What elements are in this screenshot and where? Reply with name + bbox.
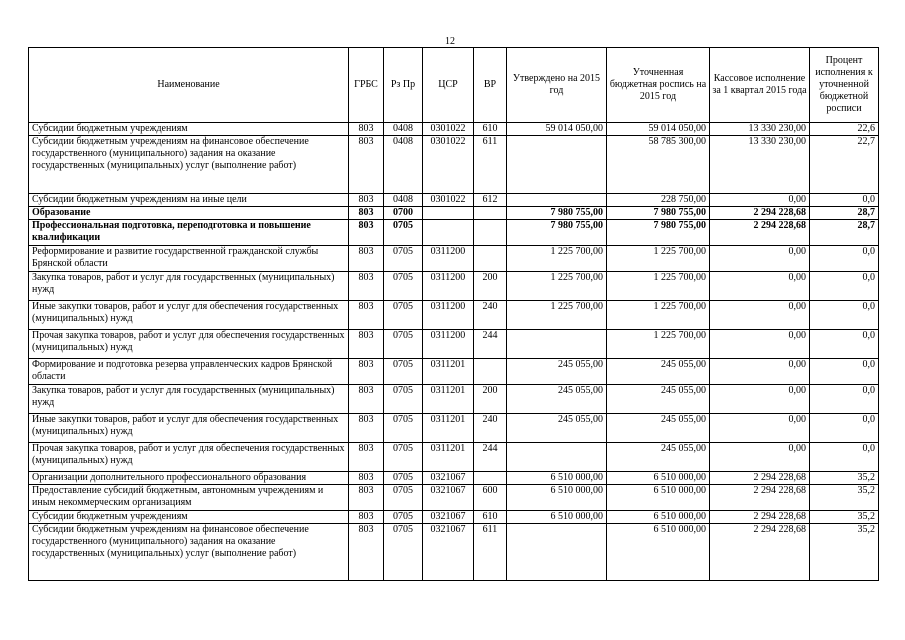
table-row (29, 194, 879, 207)
row-percent-cell: 35,2 (810, 472, 879, 485)
row-approved-cell: 245 055,00 (507, 385, 607, 414)
row-cash-cell: 2 294 228,68 (710, 524, 810, 581)
row-grbs-cell: 803 (349, 443, 384, 472)
row-grbs-cell: 803 (349, 359, 384, 385)
table-row (29, 385, 879, 414)
row-approved-cell: 1 225 700,00 (507, 272, 607, 301)
table-row (29, 524, 879, 581)
row-rzpr-cell: 0408 (384, 194, 423, 207)
table-row (29, 301, 879, 330)
table-row (29, 485, 879, 511)
row-csr-cell: 0311201 (423, 385, 474, 414)
row-grbs-cell: 803 (349, 207, 384, 220)
row-name-cell: Формирование и подготовка резерва управленческих кадров Брянской области (29, 359, 349, 385)
row-refined-cell: 1 225 700,00 (607, 246, 710, 272)
row-vr-cell (474, 359, 507, 385)
row-approved-cell: 7 980 755,00 (507, 220, 607, 246)
row-rzpr-cell: 0705 (384, 330, 423, 359)
row-grbs-cell: 803 (349, 385, 384, 414)
header-vr: ВР (474, 48, 507, 123)
row-refined-cell: 7 980 755,00 (607, 207, 710, 220)
header-cash: Кассовое исполнение за 1 квартал 2015 года (710, 48, 810, 123)
row-grbs-cell: 803 (349, 194, 384, 207)
table-row (29, 414, 879, 443)
row-grbs-cell: 803 (349, 301, 384, 330)
table-row (29, 359, 879, 385)
row-grbs-cell: 803 (349, 511, 384, 524)
row-rzpr-cell: 0705 (384, 385, 423, 414)
row-percent-cell: 0,0 (810, 443, 879, 472)
table-row (29, 123, 879, 136)
table-row (29, 136, 879, 194)
row-approved-cell: 59 014 050,00 (507, 123, 607, 136)
row-rzpr-cell: 0705 (384, 414, 423, 443)
header-refined: Уточненная бюджетная роспись на 2015 год (607, 48, 710, 123)
row-refined-cell: 6 510 000,00 (607, 511, 710, 524)
row-csr-cell (423, 220, 474, 246)
row-refined-cell: 6 510 000,00 (607, 472, 710, 485)
row-grbs-cell: 803 (349, 485, 384, 511)
table-row (29, 330, 879, 359)
row-approved-cell: 6 510 000,00 (507, 511, 607, 524)
row-csr-cell: 0311200 (423, 301, 474, 330)
row-percent-cell: 0,0 (810, 385, 879, 414)
row-name-cell: Образование (29, 207, 349, 220)
row-refined-cell: 59 014 050,00 (607, 123, 710, 136)
row-refined-cell: 6 510 000,00 (607, 485, 710, 511)
row-grbs-cell: 803 (349, 414, 384, 443)
row-name-cell: Иные закупки товаров, работ и услуг для обеспечения государственных (муниципальных) нужд (29, 414, 349, 443)
row-grbs-cell: 803 (349, 123, 384, 136)
row-percent-cell: 0,0 (810, 246, 879, 272)
row-csr-cell: 0321067 (423, 511, 474, 524)
row-cash-cell: 2 294 228,68 (710, 511, 810, 524)
row-grbs-cell: 803 (349, 136, 384, 194)
row-grbs-cell: 803 (349, 330, 384, 359)
row-vr-cell (474, 220, 507, 246)
row-name-cell: Субсидии бюджетным учреждениям на финансовое обеспечение государственного (муниципального) задания на оказание государственных (муниципальных) услуг (выполнение работ) (29, 524, 349, 581)
row-refined-cell: 6 510 000,00 (607, 524, 710, 581)
row-cash-cell: 2 294 228,68 (710, 472, 810, 485)
page-number: 12 (445, 36, 455, 47)
row-name-cell: Организации дополнительного профессионального образования (29, 472, 349, 485)
row-csr-cell: 0311200 (423, 246, 474, 272)
row-cash-cell: 0,00 (710, 385, 810, 414)
row-cash-cell: 0,00 (710, 414, 810, 443)
row-cash-cell: 0,00 (710, 443, 810, 472)
row-approved-cell: 1 225 700,00 (507, 301, 607, 330)
row-name-cell: Субсидии бюджетным учреждениям на финансовое обеспечение государственного (муниципального) задания на оказание государственных (муниципальных) услуг (выполнение работ) (29, 136, 349, 194)
row-percent-cell: 0,0 (810, 194, 879, 207)
row-csr-cell: 0301022 (423, 194, 474, 207)
row-csr-cell (423, 207, 474, 220)
row-grbs-cell: 803 (349, 524, 384, 581)
row-vr-cell: 240 (474, 301, 507, 330)
row-cash-cell: 0,00 (710, 359, 810, 385)
row-csr-cell: 0321067 (423, 472, 474, 485)
row-approved-cell (507, 330, 607, 359)
row-csr-cell: 0321067 (423, 485, 474, 511)
table-row (29, 207, 879, 220)
row-percent-cell: 35,2 (810, 524, 879, 581)
row-csr-cell: 0311200 (423, 330, 474, 359)
header-percent: Процент исполнения к уточненной бюджетной росписи (810, 48, 879, 123)
header-grbs: ГРБС (349, 48, 384, 123)
row-csr-cell: 0301022 (423, 123, 474, 136)
row-refined-cell: 1 225 700,00 (607, 272, 710, 301)
row-approved-cell (507, 136, 607, 194)
row-approved-cell (507, 524, 607, 581)
row-percent-cell: 22,7 (810, 136, 879, 194)
row-name-cell: Закупка товаров, работ и услуг для государственных (муниципальных) нужд (29, 272, 349, 301)
row-approved-cell: 6 510 000,00 (507, 485, 607, 511)
row-refined-cell: 228 750,00 (607, 194, 710, 207)
row-percent-cell: 22,6 (810, 123, 879, 136)
row-name-cell: Закупка товаров, работ и услуг для государственных (муниципальных) нужд (29, 385, 349, 414)
row-vr-cell: 600 (474, 485, 507, 511)
row-percent-cell: 0,0 (810, 359, 879, 385)
row-approved-cell: 245 055,00 (507, 359, 607, 385)
header-row (29, 48, 879, 123)
row-rzpr-cell: 0705 (384, 220, 423, 246)
row-percent-cell: 35,2 (810, 485, 879, 511)
row-cash-cell: 13 330 230,00 (710, 136, 810, 194)
budget-table (28, 47, 879, 581)
row-grbs-cell: 803 (349, 272, 384, 301)
row-cash-cell: 0,00 (710, 272, 810, 301)
row-name-cell: Субсидии бюджетным учреждениям (29, 511, 349, 524)
row-vr-cell: 244 (474, 330, 507, 359)
row-name-cell: Профессиональная подготовка, переподготовка и повышение квалификации (29, 220, 349, 246)
row-refined-cell: 1 225 700,00 (607, 330, 710, 359)
row-grbs-cell: 803 (349, 246, 384, 272)
row-approved-cell: 7 980 755,00 (507, 207, 607, 220)
row-cash-cell: 2 294 228,68 (710, 220, 810, 246)
row-name-cell: Предоставление субсидий бюджетным, автономным учреждениям и иным некоммерческим организациям (29, 485, 349, 511)
row-vr-cell (474, 472, 507, 485)
row-grbs-cell: 803 (349, 472, 384, 485)
row-refined-cell: 1 225 700,00 (607, 301, 710, 330)
row-vr-cell: 200 (474, 385, 507, 414)
row-rzpr-cell: 0705 (384, 472, 423, 485)
row-csr-cell: 0311201 (423, 359, 474, 385)
row-csr-cell: 0311200 (423, 272, 474, 301)
row-cash-cell: 13 330 230,00 (710, 123, 810, 136)
row-csr-cell: 0311201 (423, 414, 474, 443)
row-refined-cell: 245 055,00 (607, 385, 710, 414)
row-csr-cell: 0311201 (423, 443, 474, 472)
row-approved-cell: 6 510 000,00 (507, 472, 607, 485)
row-name-cell: Прочая закупка товаров, работ и услуг для обеспечения государственных (муниципальных) нужд (29, 330, 349, 359)
row-rzpr-cell: 0705 (384, 359, 423, 385)
row-refined-cell: 245 055,00 (607, 443, 710, 472)
row-vr-cell (474, 246, 507, 272)
row-percent-cell: 28,7 (810, 220, 879, 246)
row-approved-cell (507, 443, 607, 472)
row-approved-cell (507, 194, 607, 207)
table-row (29, 511, 879, 524)
row-cash-cell: 0,00 (710, 301, 810, 330)
row-vr-cell: 612 (474, 194, 507, 207)
row-approved-cell: 1 225 700,00 (507, 246, 607, 272)
row-vr-cell: 611 (474, 524, 507, 581)
row-name-cell: Реформирование и развитие государственной гражданской службы Брянской области (29, 246, 349, 272)
header-approved: Утверждено на 2015 год (507, 48, 607, 123)
table-row (29, 472, 879, 485)
header-name: Наименование (29, 48, 349, 123)
row-percent-cell: 0,0 (810, 301, 879, 330)
row-percent-cell: 0,0 (810, 272, 879, 301)
row-percent-cell: 0,0 (810, 414, 879, 443)
row-percent-cell: 28,7 (810, 207, 879, 220)
row-cash-cell: 0,00 (710, 246, 810, 272)
row-cash-cell: 2 294 228,68 (710, 207, 810, 220)
row-cash-cell: 2 294 228,68 (710, 485, 810, 511)
row-vr-cell: 244 (474, 443, 507, 472)
table-row (29, 443, 879, 472)
row-refined-cell: 245 055,00 (607, 359, 710, 385)
table-row (29, 246, 879, 272)
row-rzpr-cell: 0705 (384, 272, 423, 301)
row-cash-cell: 0,00 (710, 194, 810, 207)
row-vr-cell: 610 (474, 123, 507, 136)
row-rzpr-cell: 0705 (384, 246, 423, 272)
row-grbs-cell: 803 (349, 220, 384, 246)
row-rzpr-cell: 0700 (384, 207, 423, 220)
row-cash-cell: 0,00 (710, 330, 810, 359)
row-name-cell: Иные закупки товаров, работ и услуг для обеспечения государственных (муниципальных) нужд (29, 301, 349, 330)
row-refined-cell: 58 785 300,00 (607, 136, 710, 194)
row-percent-cell: 35,2 (810, 511, 879, 524)
row-rzpr-cell: 0705 (384, 443, 423, 472)
row-approved-cell: 245 055,00 (507, 414, 607, 443)
row-vr-cell: 240 (474, 414, 507, 443)
row-vr-cell: 200 (474, 272, 507, 301)
row-name-cell: Субсидии бюджетным учреждениям (29, 123, 349, 136)
row-rzpr-cell: 0705 (384, 511, 423, 524)
row-rzpr-cell: 0705 (384, 524, 423, 581)
row-rzpr-cell: 0705 (384, 301, 423, 330)
row-vr-cell: 611 (474, 136, 507, 194)
row-percent-cell: 0,0 (810, 330, 879, 359)
header-rzpr: Рз Пр (384, 48, 423, 123)
row-rzpr-cell: 0705 (384, 485, 423, 511)
row-name-cell: Субсидии бюджетным учреждениям на иные цели (29, 194, 349, 207)
row-rzpr-cell: 0408 (384, 123, 423, 136)
row-name-cell: Прочая закупка товаров, работ и услуг для обеспечения государственных (муниципальных) нужд (29, 443, 349, 472)
row-refined-cell: 245 055,00 (607, 414, 710, 443)
table-row (29, 272, 879, 301)
row-vr-cell (474, 207, 507, 220)
table-row (29, 220, 879, 246)
row-csr-cell: 0301022 (423, 136, 474, 194)
row-vr-cell: 610 (474, 511, 507, 524)
header-csr: ЦСР (423, 48, 474, 123)
row-rzpr-cell: 0408 (384, 136, 423, 194)
row-refined-cell: 7 980 755,00 (607, 220, 710, 246)
row-csr-cell: 0321067 (423, 524, 474, 581)
